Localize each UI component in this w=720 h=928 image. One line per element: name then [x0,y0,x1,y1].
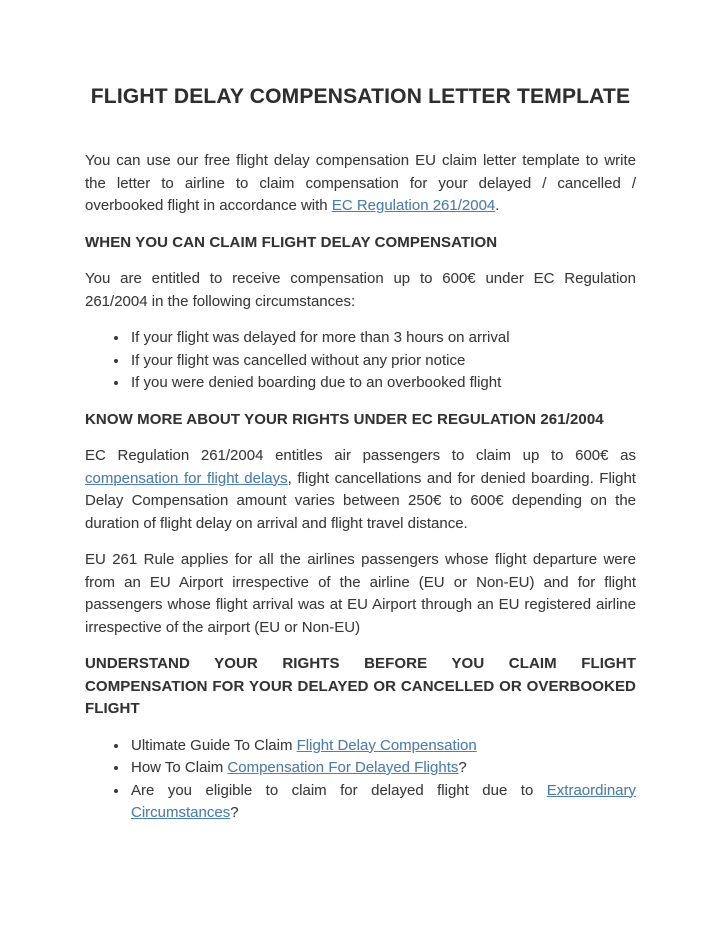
guide-text-after: ? [230,804,239,821]
know-more-paragraph-1 [85,445,636,535]
ec-regulation-link[interactable]: EC Regulation 261/2004 [331,197,496,214]
guide-text-before: Are you eligible to claim for delayed flight due to [131,781,547,799]
list-item: • If your flight was cancelled without any prior notice [129,350,636,373]
list-item [129,780,636,825]
section-heading-know-more: KNOW MORE ABOUT YOUR RIGHTS UNDER EC REGULATION 261/2004 [85,410,604,428]
list-item: • If your flight was delayed for more than 3 hours on arrival [129,327,636,350]
know-more-paragraph-2: EU 261 Rule applies for all the airlines passengers whose flight departure were from an EU Airport irrespective of the airline (EU or Non-EU) and for flight passengers whose flight arrival was at EU Airport through an EU registered airline irrespective of the airport (EU or Non-EU) [85,551,636,636]
know-more-text-before: EC Regulation 261/2004 entitles air passengers to claim up to 600€ as [85,447,636,464]
intro-text-before: You can use our free flight delay compensation EU claim letter template to write the letter to airline to claim compensation for your delayed / cancelled / overbooked flight in accordance with [85,152,636,214]
section-heading-when-you-can-claim: WHEN YOU CAN CLAIM FLIGHT DELAY COMPENSATION [85,233,498,251]
claim-circumstances-list [85,327,636,395]
intro-paragraph [85,150,636,218]
compensation-for-delayed-flights-link[interactable]: Compensation For Delayed Flights [227,759,459,776]
list-item: • If you were denied boarding due to an overbooked flight [129,372,636,395]
when-claim-paragraph: You are entitled to receive compensation up to 600€ under EC Regulation 261/2004 in the following circumstances: [85,270,636,310]
know-more-text-after: , flight cancellations and for denied boarding. Flight Delay Compensation amount varies between 250€ to 600€ depending on the duration of flight delay on arrival and flight travel distance. [85,469,636,532]
flight-delay-compensation-link[interactable]: Flight Delay Compensation [296,736,477,754]
intro-text-after: . [495,197,500,214]
document-title: FLIGHT DELAY COMPENSATION LETTER TEMPLATE [90,85,631,108]
extraordinary-circumstances-link[interactable]: Extraordinary Circumstances [131,781,636,821]
guides-list [85,735,636,825]
guide-text-before: How To Claim [131,759,228,776]
section-heading-understand-rights: UNDERSTAND YOUR RIGHTS BEFORE YOU CLAIM FLIGHT COMPENSATION FOR YOUR DELAYED OR CANCELLED OR OVERBOOKED FLIGHT [85,655,636,717]
list-item [129,735,636,758]
list-item [129,757,636,780]
guide-text-before: Ultimate Guide To Claim [131,736,297,754]
compensation-for-flight-delays-link[interactable]: compensation for flight delays [85,469,288,487]
guide-text-after: ? [458,759,467,776]
